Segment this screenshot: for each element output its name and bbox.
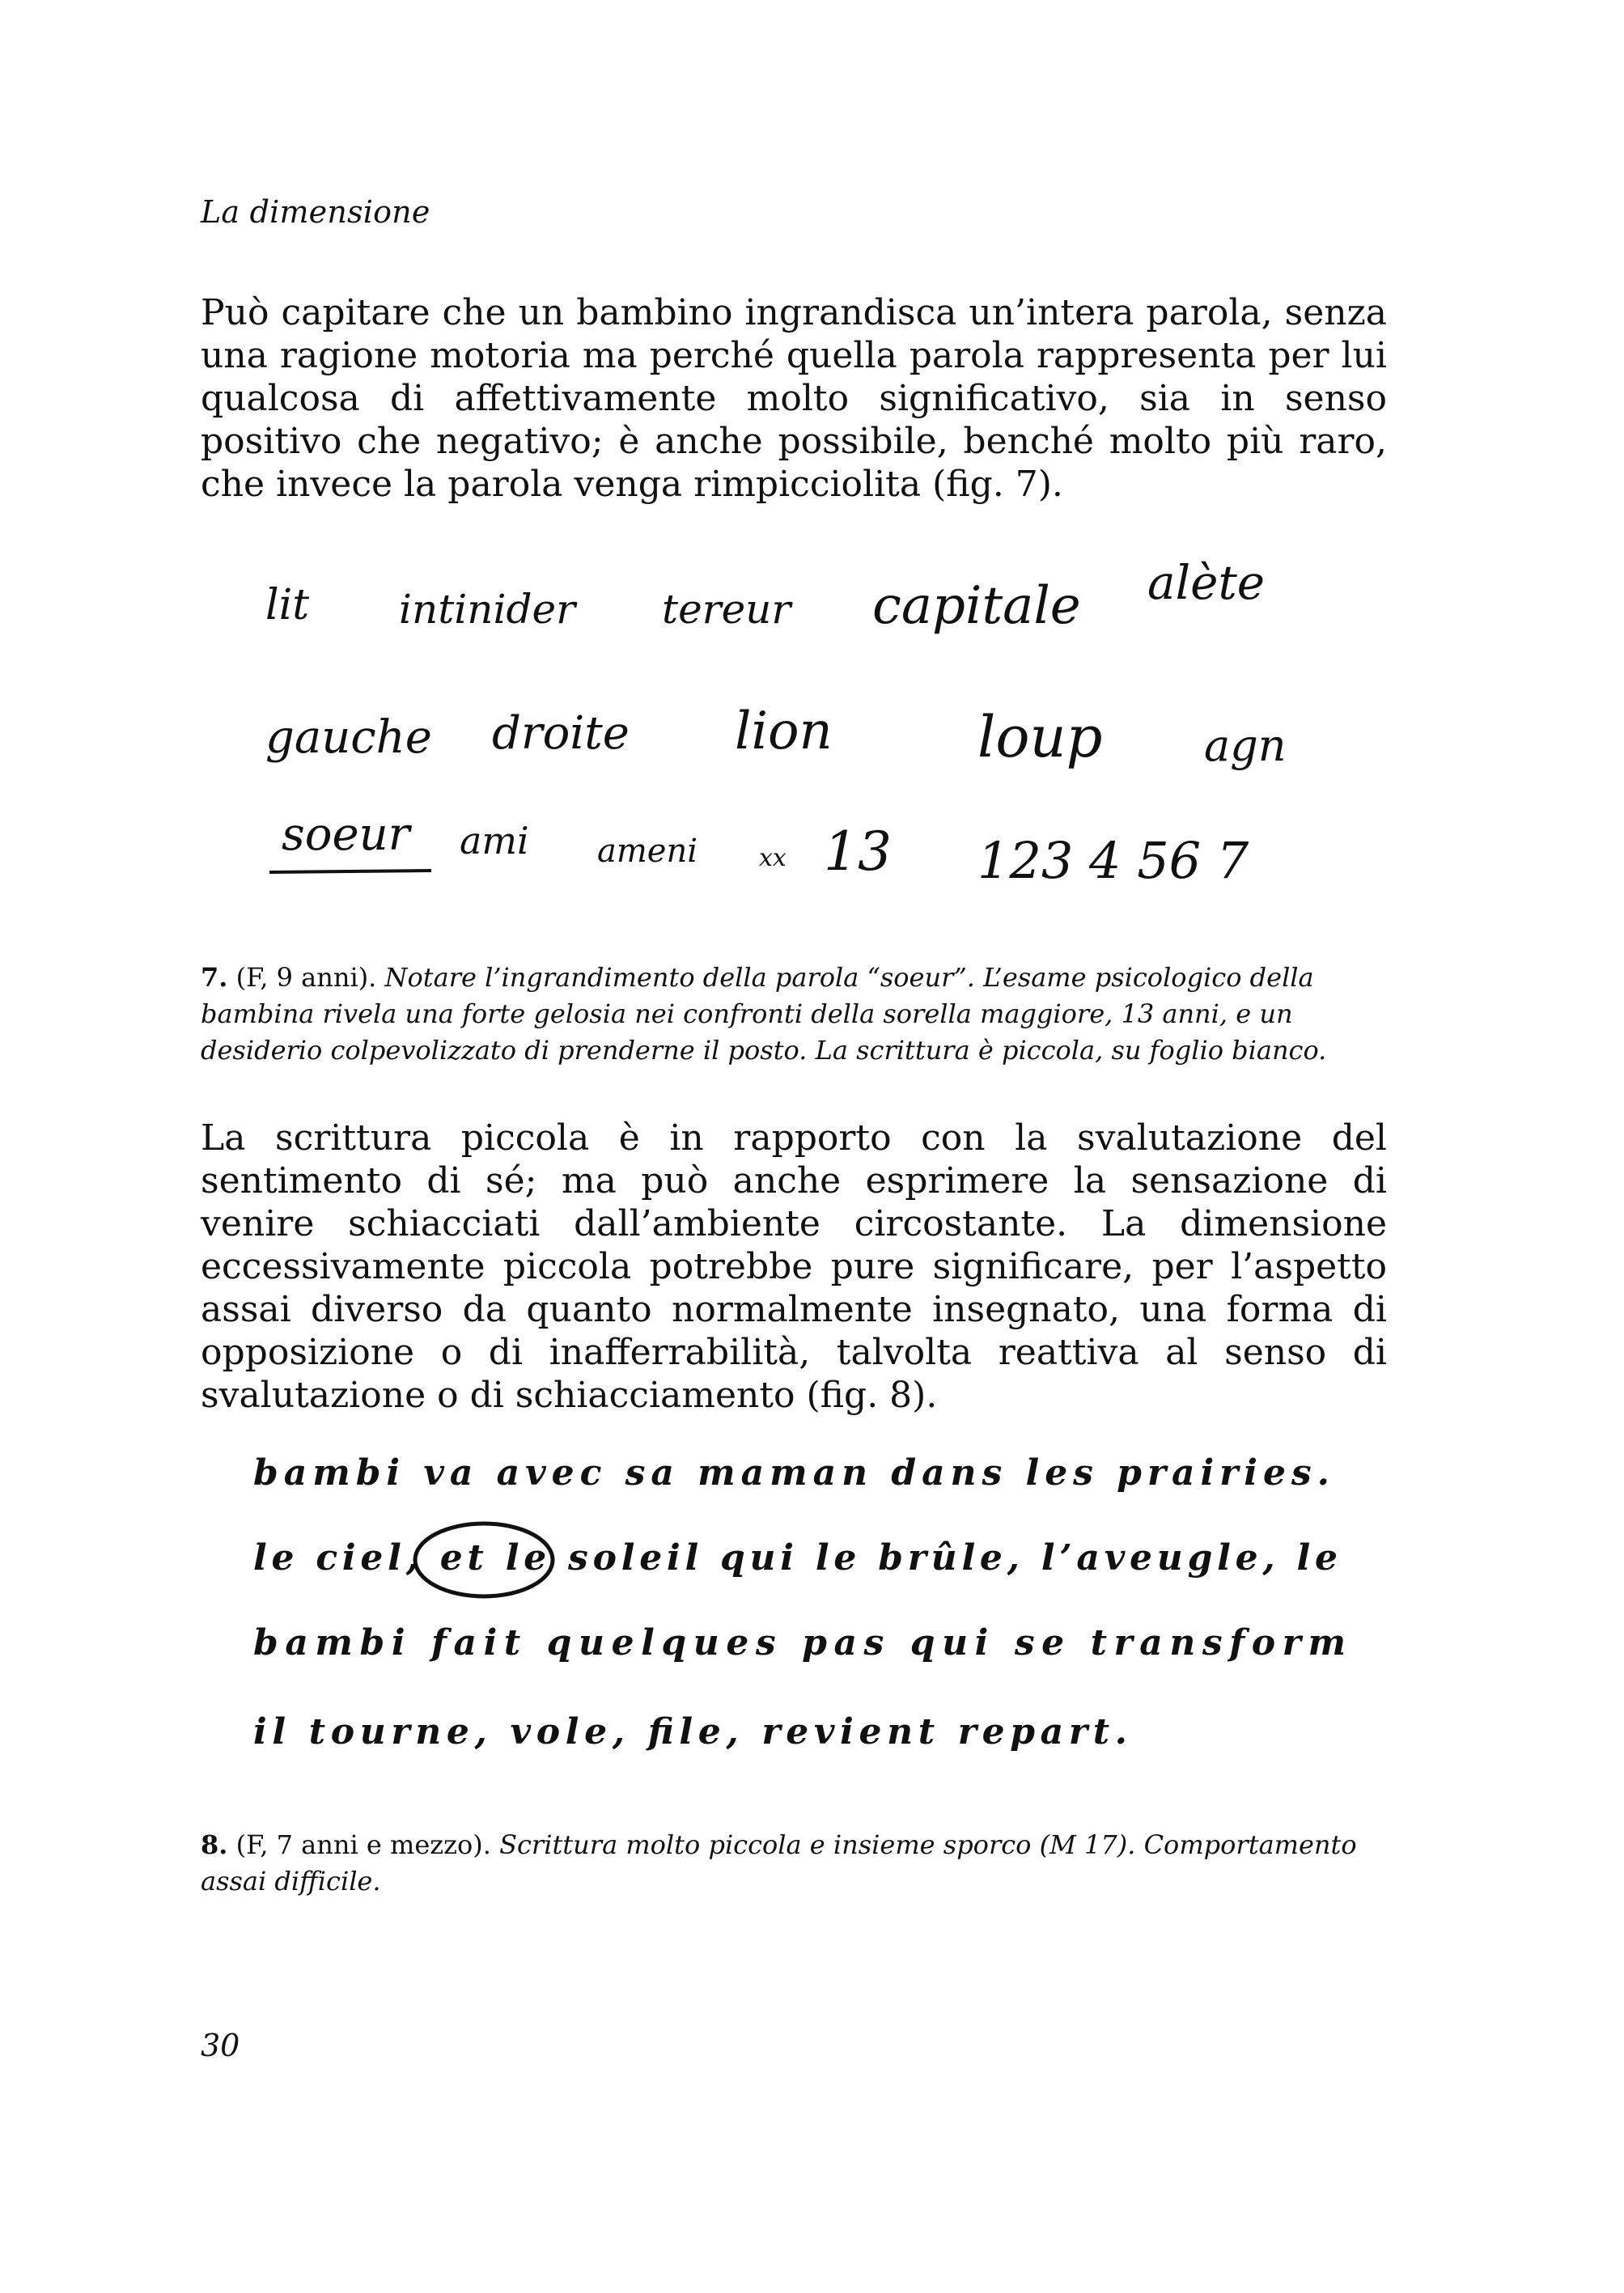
paragraph-1: Può capitare che un bambino ingrandisca un’intera parola, senza una ragione motoria ma perché quella parola rappresenta per lui qualcosa di affettivamente molto significativo, sia in senso positivo che negativo; è anche possibile, benché molto più raro, che invece la parola venga rimpicciolita (fig. 7).: [201, 292, 1387, 505]
fig8-line: le ciel, et le soleil qui le brûle, l’aveugle, le: [253, 1537, 1338, 1579]
fig8-line: bambi fait quelques pas qui se transform: [253, 1622, 1346, 1664]
figure-8-image: [201, 1440, 1387, 1780]
caption-meta: (F, 9 anni).: [235, 962, 377, 993]
figure-8-caption: [201, 1827, 1387, 1900]
fig7-word-soeur: soeur: [282, 808, 410, 861]
figure-7-handwriting: [201, 558, 1387, 930]
figure-8-handwriting: [201, 1440, 1387, 1780]
fig7-word: intinider: [399, 586, 575, 633]
fig7-word: lion: [735, 701, 833, 761]
fig7-word: 123 4 56 7: [977, 831, 1249, 890]
fig7-underline: [269, 871, 431, 872]
fig7-word: tereur: [662, 586, 791, 633]
fig7-word: ameni: [597, 833, 698, 870]
fig7-word: capitale: [872, 576, 1081, 636]
fig8-line: il tourne, vole, file, revient repart.: [253, 1711, 1127, 1753]
figure-7-caption: [201, 960, 1387, 1069]
fig7-word: xx: [759, 844, 787, 872]
caption-text: Scrittura molto piccola e insieme sporco (M 17). Comportamento assai difficile.: [201, 1829, 1357, 1897]
fig7-word: agn: [1204, 720, 1287, 771]
fig7-word: lit: [265, 581, 310, 629]
fig7-word: loup: [977, 704, 1103, 770]
fig7-word: ami: [460, 819, 529, 863]
caption-meta: (F, 7 anni e mezzo).: [235, 1829, 491, 1860]
fig7-word: 13: [824, 820, 892, 883]
fig8-line: bambi va avec sa maman dans les prairies.: [253, 1452, 1329, 1494]
caption-number: 7.: [201, 962, 228, 993]
paragraph-2: La scrittura piccola è in rapporto con la svalutazione del sentimento di sé; ma può anche esprimere la sensazione di venire schiacciati dall’ambiente circostante. La dimensione eccessivamente piccola potrebbe pure significare, per l’aspetto assai diverso da quanto normalmente insegnato, una forma di opposizione o di inafferrabilità, talvolta reattiva al senso di svalutazione o di schiacciamento (fig. 8).: [201, 1117, 1387, 1416]
fig7-word: gauche: [265, 711, 432, 764]
figure-7-image: [201, 558, 1387, 930]
fig7-word: alète: [1147, 558, 1266, 610]
caption-text: Notare l’ingrandimento della parola “soeur”. L’esame psicologico della bambina rivela una forte gelosia nei confronti della sorella maggiore, 13 anni, e un desiderio colpevolizzato di prenderne il posto. La scrittura è piccola, su foglio bianco.: [201, 962, 1327, 1066]
fig7-word: droite: [492, 707, 630, 760]
running-head: La dimensione: [201, 194, 430, 230]
caption-number: 8.: [201, 1829, 228, 1860]
page-number: 30: [201, 2028, 240, 2063]
